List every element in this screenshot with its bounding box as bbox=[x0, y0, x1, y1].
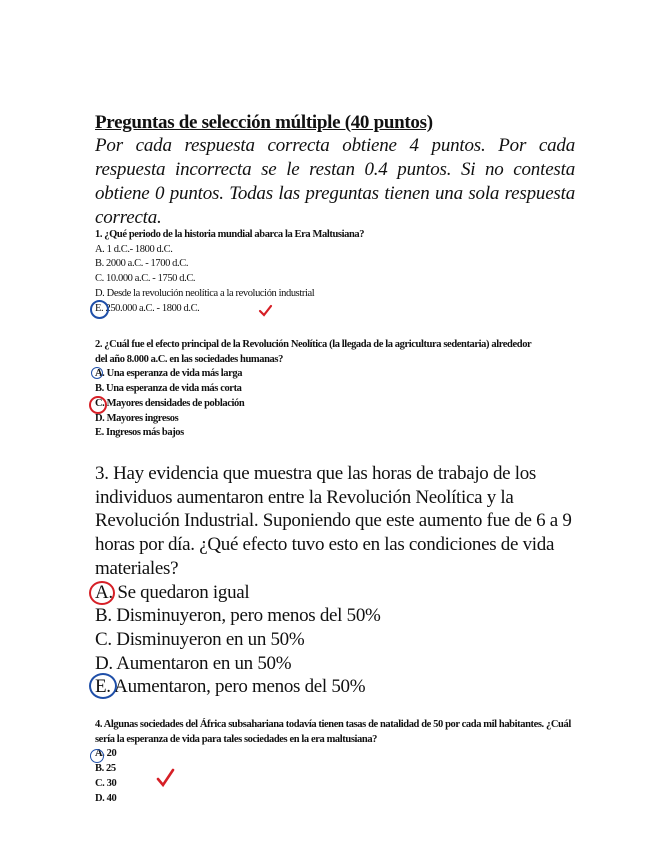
option-b[interactable]: B. Una esperanza de vida más corta bbox=[95, 383, 242, 395]
instructions: Por cada respuesta correcta obtiene 4 puntos. Por cada respuesta incorrecta se le restan 0.4 puntos. Si no contesta obtiene 0 puntos. Todas las preguntas tienen una sola respuesta correcta. bbox=[95, 135, 575, 228]
option-c[interactable]: C. Mayores densidades de población bbox=[95, 397, 245, 409]
question-1 bbox=[95, 228, 535, 316]
option-d[interactable]: D. Aumentaron en un 50% bbox=[95, 652, 292, 674]
option-b[interactable]: B. Disminuyeron, pero menos del 50% bbox=[95, 605, 381, 627]
answer-circle-blue bbox=[90, 749, 104, 763]
answer-circle-blue bbox=[89, 673, 117, 699]
question-4 bbox=[95, 718, 575, 806]
option-a[interactable]: A. Se quedaron igual bbox=[95, 581, 250, 603]
option-a[interactable]: A. Una esperanza de vida más larga bbox=[95, 368, 243, 380]
option-a[interactable]: A. 1 d.C.- 1800 d.C. bbox=[95, 243, 173, 255]
option-b[interactable]: B. 25 bbox=[95, 763, 116, 775]
option-c[interactable]: C. Disminuyeron en un 50% bbox=[95, 628, 305, 650]
question-stem: 2. ¿Cuál fue el efecto principal de la Revolución Neolítica (la llegada de la agricultura sedentaria) alrededor del año 8.000 a.C. en las sociedades humanas? bbox=[95, 339, 532, 365]
option-d[interactable]: D. Desde la revolución neolítica a la revolución industrial bbox=[95, 287, 315, 299]
answer-circle-red bbox=[89, 396, 107, 414]
option-d[interactable]: D. Mayores ingresos bbox=[95, 412, 179, 424]
option-c[interactable]: C. 30 bbox=[95, 777, 117, 789]
answer-circle-red bbox=[89, 581, 115, 605]
answer-circle-blue bbox=[90, 300, 109, 319]
question-stem: 1. ¿Qué periodo de la historia mundial abarca la Era Maltusiana? bbox=[95, 229, 365, 240]
option-b[interactable]: B. 2000 a.C. - 1700 d.C. bbox=[95, 258, 189, 270]
option-d[interactable]: D. 40 bbox=[95, 792, 117, 804]
checkmark-icon bbox=[258, 304, 274, 318]
question-stem: 3. Hay evidencia que muestra que las horas de trabajo de los individuos aumentaron entre la Revolución Neolítica y la Revolución Industrial. Suponiendo que este aumento fue de 6 a 9 horas por día. ¿Qué efecto tuvo esto en las condiciones de vida materiales? bbox=[95, 463, 572, 579]
option-a[interactable]: A. 20 bbox=[95, 748, 117, 760]
question-3 bbox=[95, 462, 585, 699]
option-c[interactable]: C. 10.000 a.C. - 1750 d.C. bbox=[95, 273, 196, 285]
question-stem: 4. Algunas sociedades del África subsahariana todavía tienen tasas de natalidad de 50 por cada mil habitantes. ¿Cuál sería la esperanza de vida para tales sociedades en la era maltusiana? bbox=[95, 719, 571, 745]
question-2 bbox=[95, 338, 535, 441]
checkmark-icon bbox=[156, 768, 176, 788]
section-title: Preguntas de selección múltiple (40 puntos) bbox=[95, 112, 433, 133]
option-e[interactable]: E. 250.000 a.C. - 1800 d.C. bbox=[95, 302, 200, 314]
answer-circle-blue bbox=[91, 367, 103, 379]
option-e[interactable]: E. Aumentaron, pero menos del 50% bbox=[95, 676, 366, 698]
option-e[interactable]: E. Ingresos más bajos bbox=[95, 427, 184, 439]
